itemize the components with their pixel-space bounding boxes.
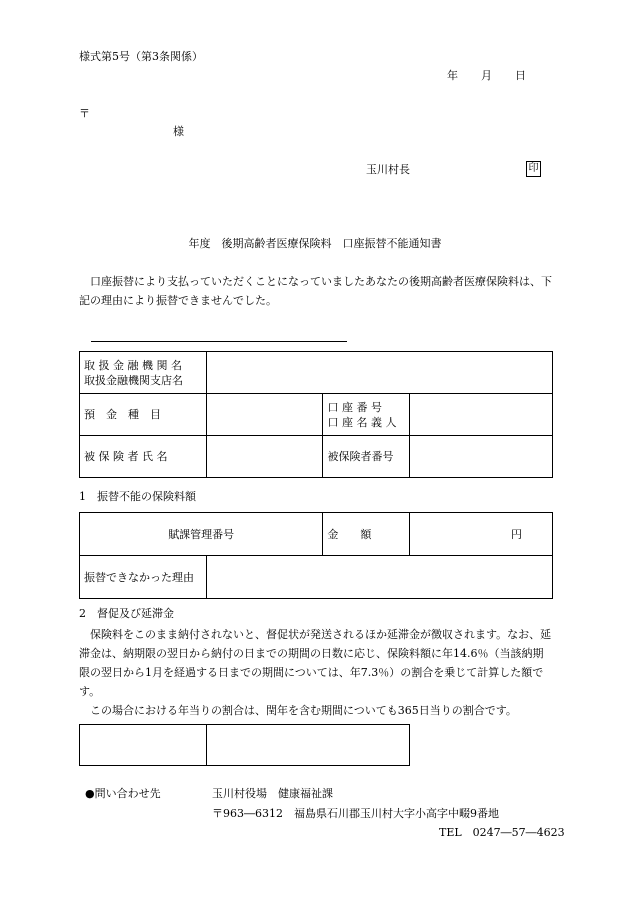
table-row [80, 556, 553, 599]
blank-cell-left [80, 725, 207, 766]
premium-table [79, 512, 553, 599]
assessment-number-label: 賦課管理番号 [80, 513, 323, 556]
insured-number-value [410, 436, 553, 478]
intro-paragraph: 口座振替により支払っていただくことになっていましたあなたの後期高齢者医療保険料は、下記の理由により振替できませんでした。 [79, 275, 552, 307]
section1-heading: 1 振替不能の保険料額 [79, 490, 196, 503]
account-number-label: 口 座 番 号 [327, 400, 382, 414]
bank-label-cell [80, 352, 207, 394]
reason-value [206, 556, 552, 599]
table-row [80, 513, 553, 556]
contact-label: ●問い合わせ先 [85, 787, 161, 800]
contact-tel: TEL 0247―57―4623 [439, 826, 565, 839]
table-row [80, 394, 553, 436]
form-number: 様式第5号（第3条関係） [79, 50, 203, 63]
account-holder-label: 口 座 名 義 人 [327, 415, 397, 429]
amount-yen: 円 [410, 513, 553, 556]
section2-body [79, 625, 553, 720]
postal-mark: 〒 [79, 107, 90, 120]
blank-table [79, 724, 410, 766]
date-month: 月 [481, 69, 492, 82]
leap-year-paragraph: この場合における年当りの割合は、閏年を含む期間についても365日当りの割合です。 [90, 704, 517, 717]
deposit-type-label: 預 金 種 目 [80, 394, 207, 436]
sender-name: 玉川村長 [366, 163, 410, 176]
section2-heading: 2 督促及び延滞金 [79, 607, 174, 620]
blank-cell-right [206, 725, 409, 766]
date-year: 年 [447, 69, 458, 82]
name-underline [91, 341, 347, 342]
late-fee-paragraph: 保険料をこのまま納付されないと、督促状が発送されるほか延滞金が徴収されます。なお、延滞金は、納期限の翌日から納付の日までの期間の日数に応じ、保険料額に年14.6％（当該納期限の翌日から1月を経過する日までの期間については、年7.3％）の割合を乗じて計算した額です。 [79, 628, 552, 698]
bank-name-label: 取 扱 金 融 機 関 名 [84, 358, 182, 372]
date-day: 日 [515, 69, 526, 82]
table-row [80, 436, 553, 478]
amount-label: 金 額 [323, 513, 410, 556]
account-info-table [79, 351, 553, 478]
table-row [80, 352, 553, 394]
insured-name-value [206, 436, 323, 478]
bank-value-cell [206, 352, 552, 394]
account-value-cell [410, 394, 553, 436]
contact-address: 〒963―6312 福島県石川郡玉川村大字小高字中畷9番地 [212, 807, 499, 820]
deposit-type-value [206, 394, 323, 436]
recipient-suffix: 様 [173, 125, 184, 138]
insured-name-label: 被 保 険 者 氏 名 [80, 436, 207, 478]
branch-name-label: 取扱金融機関支店名 [84, 373, 183, 387]
seal-stamp: 印 [526, 161, 541, 177]
date-line [447, 69, 526, 82]
contact-office: 玉川村役場 健康福祉課 [212, 787, 333, 800]
document-title: 年度 後期高齢者医療保険料 口座振替不能通知書 [188, 237, 442, 250]
reason-label: 振替できなかった理由 [80, 556, 207, 599]
account-label-cell [323, 394, 410, 436]
insured-number-label: 被保険者番号 [323, 436, 410, 478]
table-row [80, 725, 410, 766]
